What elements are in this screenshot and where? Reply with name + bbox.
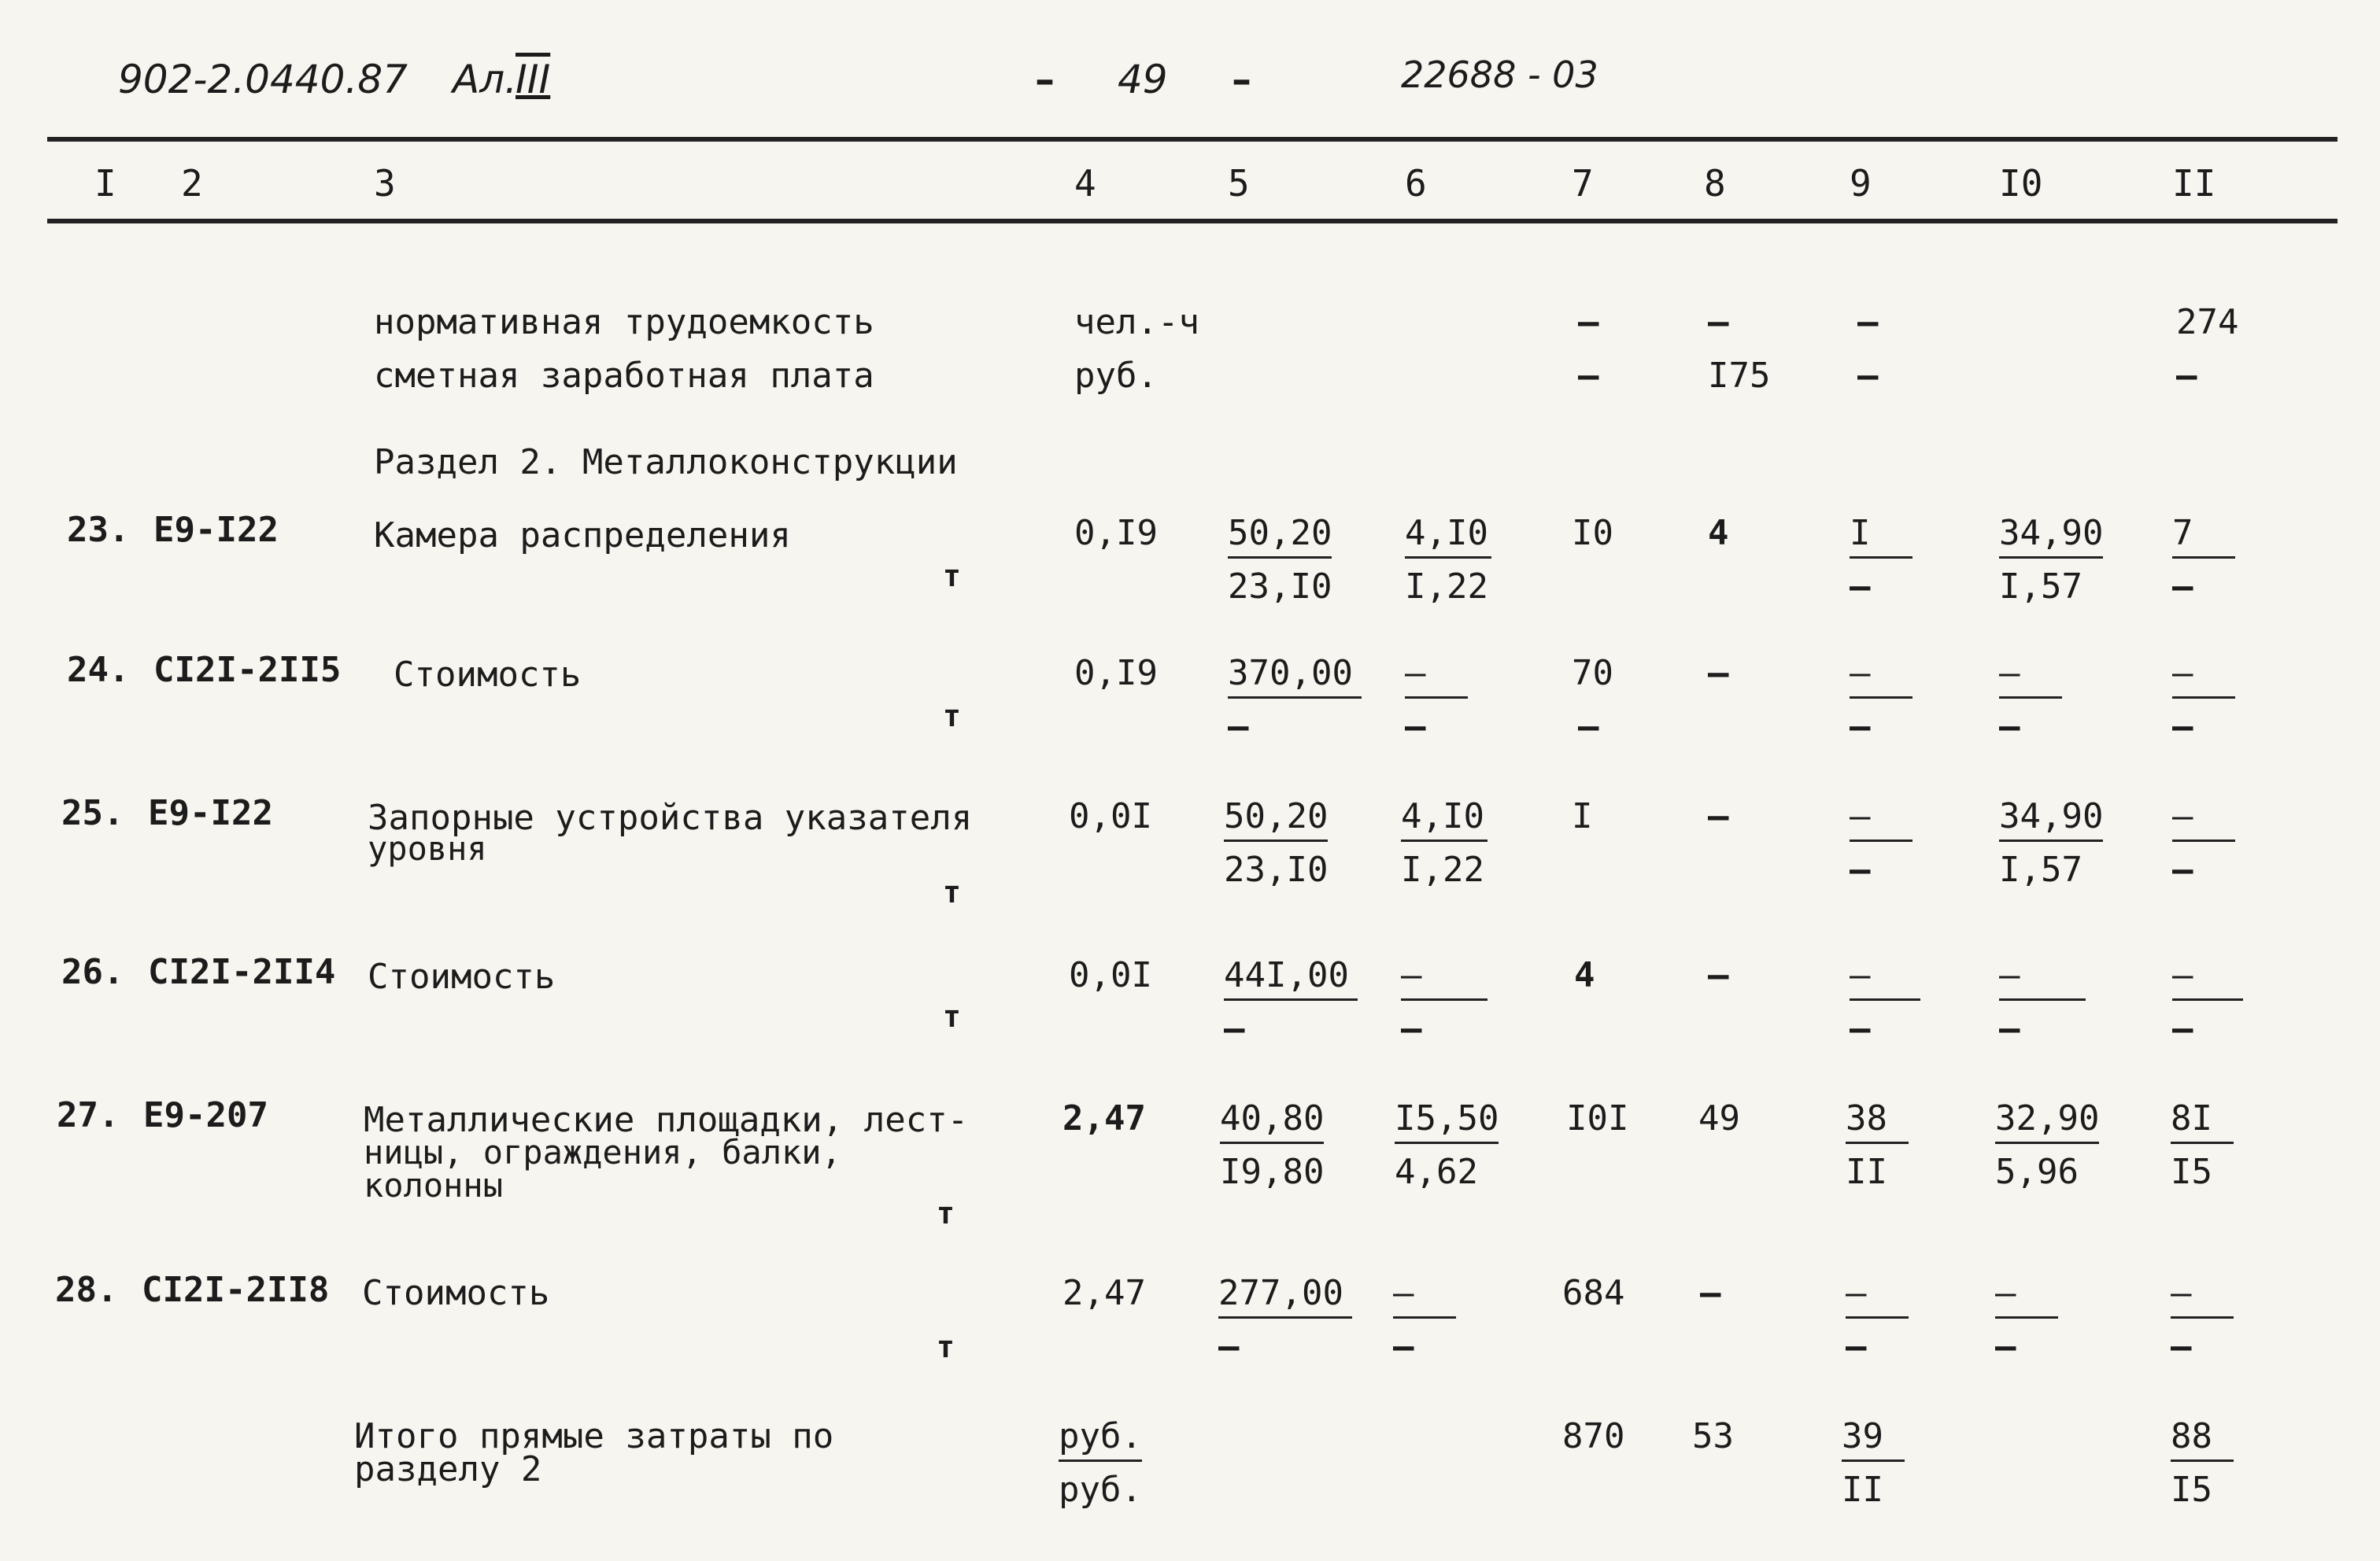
- column-heading-6: 6: [1405, 162, 1427, 205]
- row-c9: $\frac{38}{II}$: [1846, 1098, 1909, 1192]
- row-c11: – –: [2172, 796, 2235, 890]
- row-c8: –: [1708, 796, 1729, 836]
- row-unit: т: [943, 559, 961, 593]
- row-number: 27.: [57, 1095, 120, 1135]
- summary-unit: чел.-ч: [1074, 302, 1199, 342]
- row-c9: I –: [1850, 513, 1913, 607]
- row-qty: 2,47: [1062, 1098, 1146, 1138]
- column-heading-11: II: [2172, 162, 2216, 205]
- row-c10: – –: [1995, 1273, 2058, 1367]
- total-label: Итого прямые затраты по: [354, 1416, 834, 1456]
- column-heading-8: 8: [1704, 162, 1726, 205]
- row-c10: $\frac{32,90}{5,96}$: [1995, 1098, 2100, 1192]
- row-c7-bottom: –: [1578, 707, 1599, 747]
- row-name-line2: ницы, ограждения, балки,: [364, 1133, 841, 1172]
- summary-value: I75: [1708, 356, 1771, 396]
- summary-value: 274: [2176, 302, 2239, 342]
- page-number: 49: [1118, 57, 1168, 102]
- section-title: Раздел 2. Металлоконструкции: [374, 442, 958, 482]
- summary-value: –: [1708, 302, 1729, 342]
- doc-code: 902-2.0440.87: [118, 57, 408, 102]
- row-c6: $\frac{4,I0}{I,22}$: [1405, 513, 1491, 607]
- column-heading-4: 4: [1074, 162, 1096, 205]
- row-c9: – –: [1850, 653, 1913, 747]
- row-name: Запорные устройства указателя: [368, 798, 973, 838]
- column-heading-10: I0: [1999, 162, 2043, 205]
- summary-value: –: [1857, 356, 1879, 396]
- row-c5: $\frac{40,80}{I9,80}$: [1220, 1098, 1325, 1192]
- summary-label: нормативная трудоемкость: [374, 302, 874, 342]
- column-heading-5: 5: [1228, 162, 1250, 205]
- row-code: E9-207: [143, 1095, 268, 1135]
- row-code: CI2I-2II8: [142, 1270, 330, 1310]
- row-unit: т: [943, 875, 961, 910]
- column-heading-9: 9: [1850, 162, 1872, 205]
- row-c7: I0: [1572, 513, 1613, 553]
- row-c8: 49: [1698, 1098, 1740, 1138]
- row-c6: – –: [1393, 1273, 1456, 1367]
- total-c8: 53: [1692, 1416, 1734, 1456]
- row-c5: 277,00 –: [1218, 1273, 1352, 1367]
- total-label-line2: разделу 2: [354, 1449, 542, 1489]
- row-code: E9-I22: [148, 793, 273, 833]
- row-c11: $\frac{8I}{I5}$: [2171, 1098, 2234, 1192]
- row-number: 26.: [61, 952, 124, 992]
- row-c10: – –: [1999, 955, 2086, 1049]
- column-heading-7: 7: [1572, 162, 1594, 205]
- row-c9: – –: [1850, 796, 1913, 890]
- summary-value: –: [2176, 356, 2197, 396]
- total-unit: руб. руб.: [1059, 1416, 1142, 1510]
- row-name: Металлические площадки, лест-: [364, 1100, 969, 1140]
- row-qty: 0,I9: [1074, 513, 1158, 553]
- row-c11: – –: [2171, 1273, 2234, 1367]
- row-c8: –: [1708, 955, 1729, 995]
- row-c8: –: [1700, 1273, 1721, 1313]
- row-qty: 0,I9: [1074, 653, 1158, 693]
- row-number: 23.: [67, 510, 130, 550]
- row-c6: $\frac{4,I0}{I,22}$: [1401, 796, 1488, 890]
- summary-label: сметная заработная плата: [374, 356, 874, 396]
- summary-unit: руб.: [1074, 356, 1158, 396]
- summary-value: –: [1857, 302, 1879, 342]
- row-c8: –: [1708, 653, 1729, 693]
- header-rule-bottom: [47, 219, 2338, 223]
- row-code: CI2I-2II4: [148, 952, 336, 992]
- row-c8: 4: [1708, 513, 1729, 553]
- album-number: III: [516, 57, 551, 102]
- row-c7: I: [1572, 796, 1593, 836]
- row-c10: $\frac{34,90}{I,57}$: [1999, 796, 2104, 890]
- row-code: E9-I22: [153, 510, 279, 550]
- column-heading-1: I: [94, 162, 116, 205]
- row-name: Стоимость: [362, 1273, 550, 1313]
- row-name-line2: уровня: [368, 829, 487, 868]
- row-c10: – –: [1999, 653, 2062, 747]
- row-unit: т: [937, 1196, 955, 1231]
- row-unit: т: [943, 699, 961, 733]
- summary-value: –: [1578, 302, 1599, 342]
- row-c6: – –: [1405, 653, 1468, 747]
- row-c7: I0I: [1566, 1098, 1629, 1138]
- row-c10: $\frac{34,90}{I,57}$: [1999, 513, 2104, 607]
- row-number: 25.: [61, 793, 124, 833]
- row-c6: – –: [1401, 955, 1488, 1049]
- row-unit: т: [937, 1330, 955, 1364]
- row-name: Стоимость: [368, 957, 556, 997]
- row-c6: $\frac{I5,50}{4,62}$: [1395, 1098, 1499, 1192]
- row-name: Камера распределения: [374, 515, 791, 555]
- row-c7: 4: [1574, 955, 1595, 995]
- row-c11: – –: [2172, 653, 2235, 747]
- row-qty: 0,0I: [1069, 955, 1152, 995]
- row-c11: – –: [2172, 955, 2243, 1049]
- row-name: Стоимость: [394, 655, 582, 695]
- row-c9: – –: [1846, 1273, 1909, 1367]
- row-c7: 684: [1562, 1273, 1625, 1313]
- row-c5: 44I,00 –: [1224, 955, 1358, 1049]
- row-c11: 7 –: [2172, 513, 2235, 607]
- reference-number: 22688 - 03: [1401, 54, 1598, 96]
- row-number: 28.: [55, 1270, 118, 1310]
- row-code: CI2I-2II5: [153, 650, 342, 690]
- total-c11: $\frac{88}{I5}$: [2171, 1416, 2234, 1510]
- row-c9: – –: [1850, 955, 1920, 1049]
- header-dash-left: –: [1035, 57, 1055, 102]
- total-c7: 870: [1562, 1416, 1625, 1456]
- summary-value: –: [1578, 356, 1599, 396]
- row-c7: 70: [1572, 653, 1613, 693]
- column-heading-3: 3: [374, 162, 396, 205]
- header-dash-right: –: [1232, 57, 1251, 102]
- row-c5: 370,00 –: [1228, 653, 1362, 747]
- column-heading-2: 2: [181, 162, 203, 205]
- row-name-line3: колонны: [364, 1166, 504, 1205]
- album-label: Ал.: [453, 57, 518, 102]
- row-qty: 2,47: [1062, 1273, 1146, 1313]
- row-c5: $\frac{50,20}{23,I0}$: [1228, 513, 1332, 607]
- header-rule-top: [47, 137, 2338, 142]
- row-number: 24.: [67, 650, 130, 690]
- row-qty: 0,0I: [1069, 796, 1152, 836]
- row-c5: $\frac{50,20}{23,I0}$: [1224, 796, 1329, 890]
- row-unit: т: [943, 999, 961, 1034]
- total-c9: $\frac{39}{II}$: [1842, 1416, 1905, 1510]
